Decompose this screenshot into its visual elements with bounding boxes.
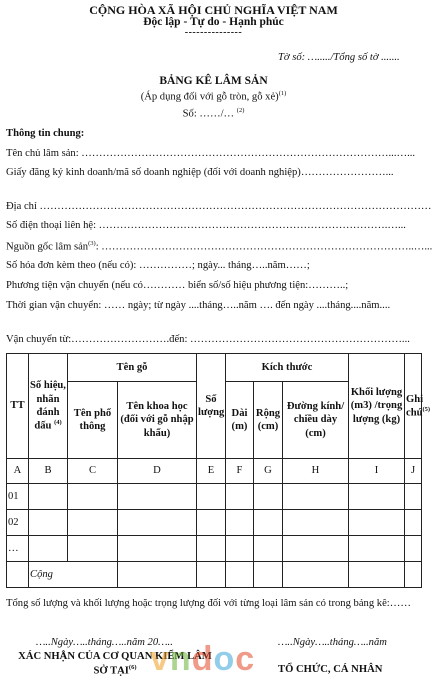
subtitle-footnote: (1): [278, 90, 287, 97]
table-cell: C: [68, 459, 118, 484]
table-cell: [254, 484, 283, 510]
table-row: [7, 484, 422, 510]
country-heading: CỘNG HÒA XÃ HỘI CHỦ NGHĨA VIỆT NAM: [89, 3, 338, 17]
table-cell: G: [254, 459, 283, 484]
table-cell: [118, 536, 197, 562]
table-cell: J: [405, 459, 422, 484]
col-length-header: Dài (m): [226, 382, 254, 459]
motto: Độc lập - Tự do - Hạnh phúc: [143, 16, 284, 28]
table-cell: [226, 484, 254, 510]
table-cell: [118, 484, 197, 510]
origin-footnote: (3): [88, 240, 96, 247]
table-cell: [197, 484, 226, 510]
table-cell: [29, 484, 68, 510]
table-cell: [405, 536, 422, 562]
table-cell: [405, 562, 422, 588]
col-common-name-header: Tên phổ thông: [68, 382, 118, 459]
table-row: [7, 510, 422, 536]
col-diameter-header: Đường kính/ chiều dày (cm): [283, 382, 349, 459]
col-code-text: Số hiệu, nhãn đánh dấu: [30, 380, 66, 432]
table-cell: [254, 510, 283, 536]
subtitle-text: (Áp dụng đối với gỗ tròn, gỗ xẻ): [140, 91, 279, 103]
table-cell: [197, 536, 226, 562]
document-subtitle: [0, 90, 427, 103]
table-cell: [349, 562, 405, 588]
table-cell: [29, 536, 68, 562]
table-cell: [226, 510, 254, 536]
table-total-row: [7, 562, 422, 588]
right-signature-org: TỔ CHỨC, CÁ NHÂN: [278, 664, 383, 675]
table-cell: [197, 510, 226, 536]
invoice-field: Số hóa đơn kèm theo (nếu có): ……………; ngày... tháng…..năm……;: [6, 260, 310, 271]
address-field: Địa chỉ …………………………………………………………………………………………………: [6, 201, 432, 212]
summary-text: Tổng số lượng và khối lượng hoặc trọng lượng đối với từng loại lâm sản có trong bảng kê:……: [6, 598, 411, 609]
table-cell: [349, 510, 405, 536]
table-cell: [197, 562, 226, 588]
row-number: 01: [7, 484, 29, 510]
document-title: BẢNG KÊ LÂM SẢN: [159, 75, 268, 87]
table-cell: [68, 484, 118, 510]
total-label: Cộng: [29, 562, 118, 588]
right-date-line: …..Ngày…..tháng…..năm: [278, 637, 387, 648]
table-cell: [7, 562, 29, 588]
table-cell: [349, 536, 405, 562]
col-wood-name-header: Tên gỗ: [68, 354, 197, 382]
table-cell: [283, 484, 349, 510]
motto-divider: ---------------: [184, 27, 243, 38]
table-cell: [349, 484, 405, 510]
col-width-header: Rộng (cm): [254, 382, 283, 459]
col-note-footnote: (5): [422, 405, 431, 413]
table-cell: F: [226, 459, 254, 484]
table-cell: [226, 562, 254, 588]
sheet-number: Tờ số: …...../Tổng số tờ .......: [278, 52, 400, 63]
number-text: Số: ……/…: [182, 108, 237, 120]
origin-dots: : ……………………………………………………………………………..…...: [95, 241, 432, 253]
table-cell: [405, 484, 422, 510]
license-field: Giấy đăng ký kinh doanh/mã số doanh nghiệp (đối với doanh nghiệp)……………………...: [6, 167, 394, 178]
vehicle-field: Phương tiện vận chuyển (nếu có………… biển số/số hiệu phương tiện:………..;: [6, 280, 349, 291]
row-number: …: [7, 536, 29, 562]
table-cell: [118, 562, 197, 588]
forest-product-table: [6, 353, 431, 588]
table-cell: [29, 510, 68, 536]
document-number: [0, 107, 427, 120]
row-number: 02: [7, 510, 29, 536]
table-cell: H: [283, 459, 349, 484]
vndoc-watermark-logo: vndoc: [150, 640, 256, 678]
left-org-footnote: (6): [128, 664, 137, 671]
table-cell: [226, 536, 254, 562]
transport-time-field: Thời gian vận chuyển: …… ngày; từ ngày ....tháng…..năm …. đến ngày ....tháng....năm....: [6, 300, 391, 311]
col-size-header: Kích thước: [226, 354, 349, 382]
left-signature-org: XÁC NHẬN CỦA CƠ QUAN KIỂM LÂM: [18, 651, 212, 662]
general-info-heading: Thông tin chung:: [6, 128, 85, 139]
table-cell: A: [7, 459, 29, 484]
table-cell: E: [197, 459, 226, 484]
table-cell: [283, 562, 349, 588]
table-cell: [68, 536, 118, 562]
table-cell: D: [118, 459, 197, 484]
route-field: Vận chuyển từ:……………………….đến: ……………………………………………………...: [6, 334, 410, 345]
left-date-line: …..Ngày…..tháng…..năm 20…..: [36, 637, 173, 648]
table-cell: [68, 510, 118, 536]
col-note-text: Ghi chú: [406, 393, 424, 419]
owner-field: Tên chủ lâm sản: ……………………………………………………………………………...…...: [6, 148, 416, 159]
col-volume-header: Khối lượng (m3) /trọng lượng (kg): [349, 354, 405, 459]
table-letter-row: [7, 459, 422, 484]
table-cell: [283, 536, 349, 562]
table-cell: I: [349, 459, 405, 484]
col-note-header: [405, 354, 431, 459]
table-cell: [254, 562, 283, 588]
col-quantity-header: Số lượng: [197, 354, 226, 459]
table-cell: [283, 510, 349, 536]
origin-field: [6, 240, 432, 253]
col-code-footnote: (4): [54, 418, 62, 426]
phone-field: Số điện thoại liên hệ: ……………………………………………………………………….…...: [6, 220, 406, 231]
table-row: [7, 536, 422, 562]
table-cell: [254, 536, 283, 562]
table-cell: [405, 510, 422, 536]
origin-label: Nguồn gốc lâm sản: [6, 241, 89, 253]
col-tt-header: TT: [7, 354, 29, 459]
number-footnote: (2): [236, 107, 245, 114]
left-org-line2: SỞ TẠI: [93, 665, 129, 677]
table-cell: B: [29, 459, 68, 484]
table-cell: [118, 510, 197, 536]
col-scientific-name-header: Tên khoa học (đối với gỗ nhập khẩu): [118, 382, 197, 459]
col-code-header: [29, 354, 68, 459]
